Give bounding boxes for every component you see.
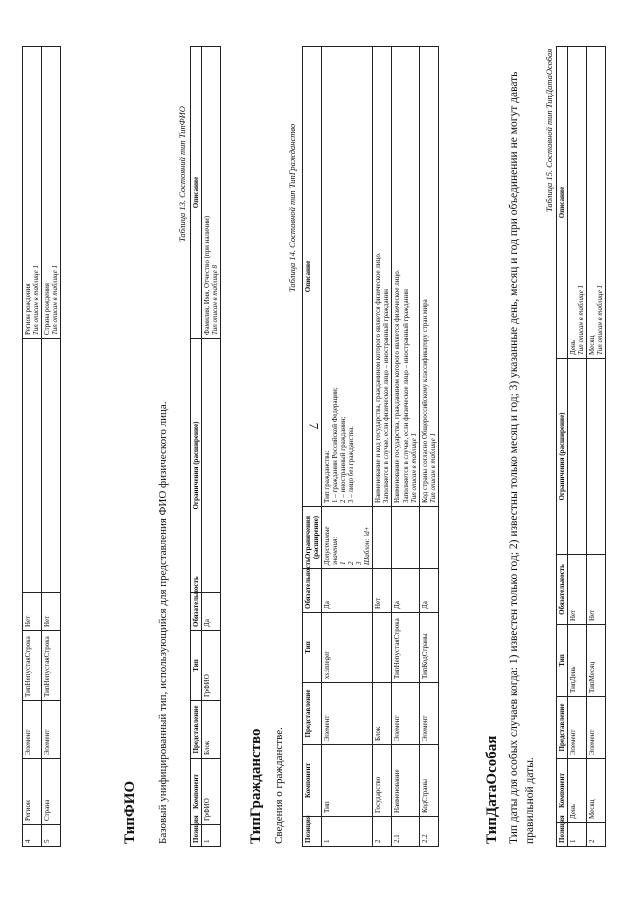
cell-position: 4 bbox=[23, 825, 42, 847]
table-row bbox=[419, 47, 438, 847]
cell-required: Да bbox=[419, 569, 438, 613]
cell-required: Нет bbox=[23, 593, 42, 631]
limit-line: Допустимые значения: bbox=[323, 526, 340, 565]
cell-type: ТипНепустаяСтрока bbox=[42, 631, 61, 701]
th-type: Тип bbox=[191, 631, 202, 701]
cell-limits bbox=[392, 507, 419, 569]
cell-representation: Блок bbox=[202, 701, 221, 759]
cell-representation: Элемент bbox=[568, 697, 587, 759]
cell-type: xs:integer bbox=[322, 613, 373, 683]
section-title-special-date: ТипДатаОсобая bbox=[484, 735, 500, 844]
table-row bbox=[202, 47, 221, 847]
cell-component: День bbox=[568, 759, 587, 823]
cell-representation: Элемент bbox=[42, 701, 61, 759]
th-type: Тип bbox=[557, 625, 568, 697]
description-line: Код страны согласно Общероссийскому классификатору стран мира bbox=[420, 299, 429, 503]
cell-limits bbox=[42, 339, 61, 593]
table-caption-14: Таблица 14. Составной тип ТипГражданство bbox=[287, 123, 297, 292]
cell-type: ТипКодСтраны bbox=[419, 613, 438, 683]
cell-required: Да bbox=[202, 593, 221, 631]
cell-representation: Элемент bbox=[419, 683, 438, 745]
cell-type: ТипМесяц bbox=[587, 625, 606, 697]
section-citizenship bbox=[248, 54, 285, 844]
cell-required: Да bbox=[392, 569, 419, 613]
description-line: Заполняется в случае, если физическое лицо – иностранный гражданин bbox=[382, 289, 391, 503]
cell-component: КодСтраны bbox=[419, 745, 438, 817]
description-line: 3 – лицо без гражданства. bbox=[347, 426, 356, 503]
description-line: 1 – гражданин Российской Федерации; bbox=[331, 387, 340, 503]
cell-required: Нет bbox=[568, 555, 587, 625]
table-14-block bbox=[302, 46, 439, 847]
cell-type bbox=[373, 613, 392, 683]
cell-representation: Элемент bbox=[587, 697, 606, 759]
table-row bbox=[587, 47, 606, 847]
description-text: Фамилия, Имя, Отчество (при наличии) bbox=[203, 215, 212, 335]
section-text-special-date: Тип даты для особых случаев когда: 1) известен только год; 2) известны только месяц и год; 3) указанные день, месяц и год при объединении не могут давать правильной даты. bbox=[508, 71, 536, 844]
cell-position: 2.1 bbox=[392, 817, 419, 847]
section-fio bbox=[122, 54, 169, 844]
section-title-fio: ТипФИО bbox=[122, 780, 138, 844]
cell-position: 2 bbox=[373, 817, 392, 847]
th-desc: Описание bbox=[303, 47, 322, 507]
cell-description bbox=[42, 47, 61, 339]
description-type-note: Тип описан в таблице 1 bbox=[596, 285, 605, 355]
th-comp: Компонент bbox=[191, 759, 202, 825]
continuation-table-block bbox=[22, 46, 61, 847]
cell-limits bbox=[322, 507, 373, 569]
limit-line: 2 bbox=[347, 561, 356, 565]
description-type-note: Тип описан в таблице 1 bbox=[51, 265, 60, 335]
th-type: Тип bbox=[303, 613, 322, 683]
cell-type: ГрФИО bbox=[202, 631, 221, 701]
cell-component: Государство bbox=[373, 745, 392, 817]
cell-position: 2.2 bbox=[419, 817, 438, 847]
th-rep: Представление bbox=[557, 697, 568, 759]
cell-limits bbox=[419, 507, 438, 569]
cell-component: Страна bbox=[42, 759, 61, 825]
cell-description bbox=[373, 47, 392, 507]
cell-limits bbox=[373, 507, 392, 569]
th-pos: Позиция bbox=[303, 817, 322, 847]
limit-line: 1 bbox=[339, 561, 348, 565]
cell-position: 1 bbox=[202, 825, 221, 847]
th-req: Обязательность bbox=[557, 555, 568, 625]
table-15-block bbox=[556, 46, 606, 847]
table-caption-15: Таблица 15. Составной тип ТипДатаОсобая bbox=[544, 48, 554, 212]
cell-component: Регион bbox=[23, 759, 42, 825]
th-req: Обязательность bbox=[303, 569, 322, 613]
cell-position: 2 bbox=[587, 823, 606, 847]
th-comp: Компонент bbox=[557, 759, 568, 823]
description-text: Страна рождения bbox=[43, 283, 52, 335]
table-row bbox=[23, 47, 42, 847]
cell-description bbox=[587, 47, 606, 359]
description-line: 2 – иностранный гражданин; bbox=[339, 416, 348, 503]
cell-description bbox=[392, 47, 419, 507]
th-req: Обязательность bbox=[191, 593, 202, 631]
description-line: Тип описан в таблице 1 bbox=[428, 433, 437, 503]
cell-component: Тип bbox=[322, 745, 373, 817]
continuation-table bbox=[22, 46, 61, 847]
cell-representation: Элемент bbox=[23, 701, 42, 759]
th-rep: Представление bbox=[191, 701, 202, 759]
cell-description bbox=[322, 47, 373, 507]
th-limit: Ограничения (расширение) bbox=[557, 359, 568, 555]
table-caption-13: Таблица 13. Состояний тип ТипФИО bbox=[177, 106, 187, 242]
description-line: Тип описан в таблице 1 bbox=[409, 433, 418, 503]
cell-required: Нет bbox=[373, 569, 392, 613]
th-pos: Позиция bbox=[191, 825, 202, 847]
page-number: 7 bbox=[306, 422, 322, 430]
section-special-date bbox=[484, 54, 538, 844]
cell-limits bbox=[202, 339, 221, 593]
cell-component: ГрФИО bbox=[202, 759, 221, 825]
table-row bbox=[568, 47, 587, 847]
cell-representation: Блок bbox=[373, 683, 392, 745]
th-rep: Представление bbox=[303, 683, 322, 745]
th-desc: Описание bbox=[557, 47, 568, 359]
description-text: День bbox=[569, 340, 578, 355]
cell-component: Месяц bbox=[587, 759, 606, 823]
description-line: Заполняется в случае, если физическое лицо – иностранный гражданин bbox=[401, 289, 410, 503]
cell-limits bbox=[23, 339, 42, 593]
description-line: Тип гражданства: bbox=[323, 450, 332, 503]
section-text-citizenship: Сведения о гражданстве. bbox=[273, 727, 285, 844]
description-text: Месяц bbox=[588, 335, 597, 355]
th-limit: Ограничения (расширение) bbox=[303, 507, 322, 569]
description-text: Регион рождения bbox=[24, 283, 32, 335]
cell-type: ТипДень bbox=[568, 625, 587, 697]
section-text-fio: Базовый унифицированный тип, использующийся для представления ФИО физического лица. bbox=[157, 401, 169, 844]
table-row bbox=[322, 47, 373, 847]
cell-required: Нет bbox=[587, 555, 606, 625]
description-type-note: Тип описан в таблице 1 bbox=[32, 265, 41, 335]
cell-description bbox=[23, 47, 42, 339]
cell-limits bbox=[587, 359, 606, 555]
cell-description bbox=[568, 47, 587, 359]
section-title-citizenship: ТипГражданство bbox=[248, 728, 264, 844]
cell-limits bbox=[568, 359, 587, 555]
cell-description bbox=[419, 47, 438, 507]
table-14 bbox=[302, 46, 439, 847]
description-line: Наименование и код государства, гражданином которого является физическое лицо. bbox=[374, 252, 383, 503]
th-desc: Описание bbox=[191, 47, 202, 339]
table-13 bbox=[190, 46, 221, 847]
cell-type: ТипНепустаяСтрока bbox=[23, 631, 42, 701]
limit-line: 3 bbox=[355, 561, 364, 565]
cell-type: ТипНепустаяСтрока bbox=[392, 613, 419, 683]
table-row bbox=[373, 47, 392, 847]
table-15 bbox=[556, 46, 606, 847]
th-pos: Позиция bbox=[557, 823, 568, 847]
cell-position: 1 bbox=[322, 817, 373, 847]
cell-required: Нет bbox=[42, 593, 61, 631]
table-13-block bbox=[190, 46, 221, 847]
description-line: Наименование государства, гражданином которого является физическое лицо. bbox=[393, 269, 402, 503]
th-comp: Компонент bbox=[303, 745, 322, 817]
table-row bbox=[42, 47, 61, 847]
description-type-note: Тип описан в таблице 8 bbox=[211, 265, 220, 335]
cell-position: 1 bbox=[568, 823, 587, 847]
cell-required: Да bbox=[322, 569, 373, 613]
table-row bbox=[392, 47, 419, 847]
cell-description bbox=[202, 47, 221, 339]
limit-line: Шаблон: \d+ bbox=[363, 526, 372, 565]
cell-position: 5 bbox=[42, 825, 61, 847]
cell-representation: Элемент bbox=[322, 683, 373, 745]
cell-representation: Элемент bbox=[392, 683, 419, 745]
description-type-note: Тип описан в таблице 1 bbox=[577, 285, 586, 355]
th-limit: Ограничения (расширение) bbox=[191, 339, 202, 593]
cell-component: Наименование bbox=[392, 745, 419, 817]
